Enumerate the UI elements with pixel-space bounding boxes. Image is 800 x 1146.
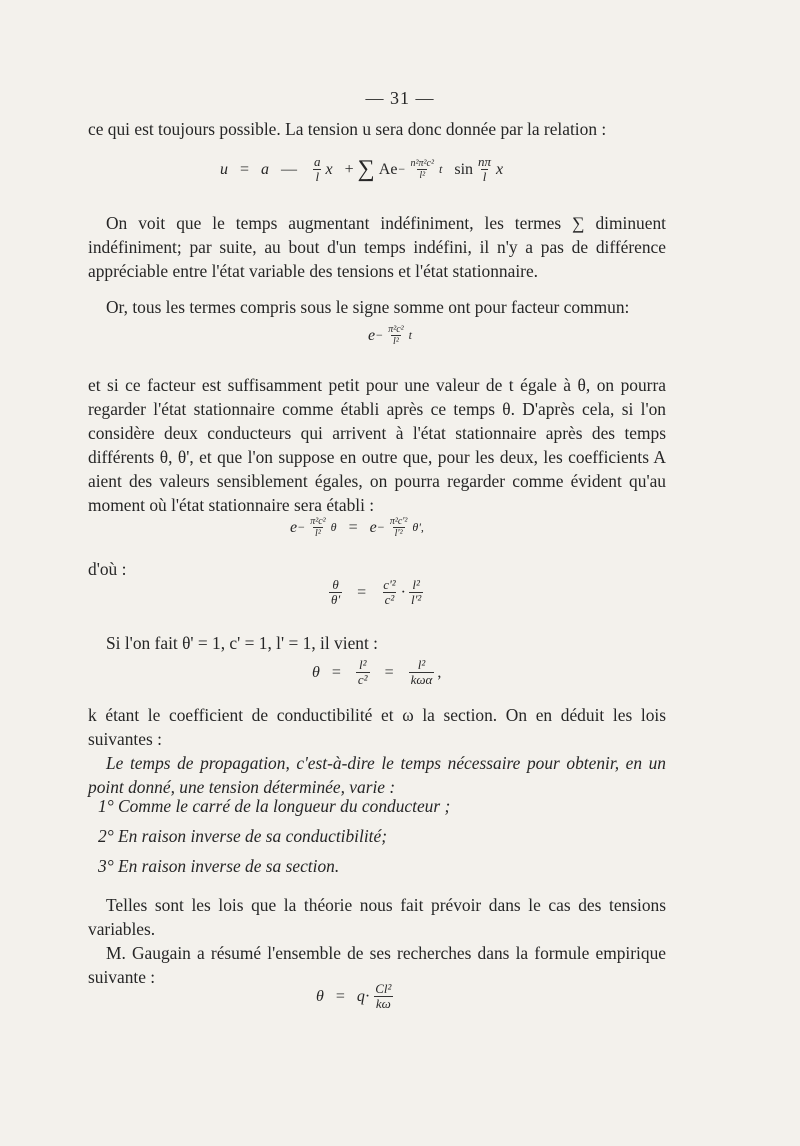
paragraph-5: d'où : bbox=[88, 559, 127, 580]
paragraph-6: Si l'on fait θ' = 1, c' = 1, l' = 1, il vient : bbox=[106, 633, 379, 654]
eq1-sin-x: x bbox=[496, 160, 504, 178]
eq2-exponent: − $\frac{\text{π²c²}}{\text{l²}}$ t bbox=[375, 324, 413, 347]
eq1-equals: = bbox=[240, 160, 250, 178]
eq1-frac: $\frac{a}{l}$ bbox=[314, 154, 321, 184]
eq1-Ae: Ae bbox=[378, 160, 398, 178]
eq1-a: a bbox=[261, 160, 270, 178]
law-item-2: 2° En raison inverse de sa conductibilité; bbox=[98, 826, 388, 846]
eq1-minus: — bbox=[281, 160, 298, 178]
eq1-exponent: − $\frac{\text{n²π²c²}}{\text{l²}}$ t bbox=[397, 158, 443, 181]
paragraph-2: On voit que le temps augmentant indéfiniment, les termes ∑ diminuent indéfiniment; par suite, au bout d'un temps indéfini, il n'y a pas de différence appréciable entre l'état variable des tensions et l'état stationnaire. bbox=[88, 213, 666, 282]
eq1-sin-frac: $\frac{n\pi}{l}$ bbox=[478, 154, 492, 184]
eq1-lhs: u bbox=[220, 160, 228, 178]
eq1-sigma: ∑ bbox=[357, 156, 375, 182]
equation-factor bbox=[368, 324, 412, 347]
eq2-e: e bbox=[368, 326, 376, 344]
eq1-plus: + bbox=[344, 160, 354, 178]
equation-equality: e − $\frac{\text{π²c²}}{\text{l²}}$ θ = e − $\frac{\text{π²c'²}}{\text{l'²}}$ θ', bbox=[290, 516, 424, 539]
eq1-x: x bbox=[325, 160, 333, 178]
equation-ratio: $\frac{\theta}{\theta'}$ = $\frac{\text{c'²}}{\text{c²}}$ · $\frac{\text{l²}}{\text{l'²}}$ bbox=[331, 577, 422, 607]
page-number: — 31 — bbox=[365, 88, 435, 108]
law-item-3: 3° En raison inverse de sa section. bbox=[98, 856, 340, 876]
paragraph-9: Telles sont les lois que la théorie nous fait prévoir dans le cas des tensions variables. bbox=[88, 895, 666, 940]
paragraph-7: k étant le coefficient de conductibilité et ω la section. On en déduit les lois suivantes : bbox=[88, 705, 666, 750]
equation-gaugain: θ = q · $\frac{\text{Cl²}}{k\omega}$ bbox=[316, 981, 392, 1011]
paragraph-8: Le temps de propagation, c'est-à-dire le temps nécessaire pour obtenir, en un point donné, une tension déterminée, varie : bbox=[88, 753, 666, 798]
equation-tension bbox=[220, 155, 503, 184]
paragraph-3: Or, tous les termes compris sous le signe somme ont pour facteur commun: bbox=[106, 297, 630, 318]
law-item-1: 1° Comme le carré de la longueur du conducteur ; bbox=[98, 796, 451, 816]
paragraph-4: et si ce facteur est suffisamment petit pour une valeur de t égale à θ, on pourra regarder l'état stationnaire comme établi après ce temps θ. D'après cela, si l'on considère deux conducteurs qui arrivent à l'état stationnaire après des temps différents θ, θ', et que l'on suppose en outre que, pour les deux, les coefficients A aient des valeurs sensiblement égales, on pourra regarder comme évident qu'au moment où l'état stationnaire sera établi : bbox=[88, 375, 666, 516]
paragraph-1: ce qui est toujours possible. La tension u sera donc donnée par la relation : bbox=[88, 119, 607, 140]
equation-theta: θ = $\frac{\text{l²}}{\text{c²}}$ = $\frac{\text{l²}}{\text{kωα}}$ , bbox=[312, 657, 442, 687]
eq1-sin: sin bbox=[454, 160, 474, 178]
paragraph-10: M. Gaugain a résumé l'ensemble de ses recherches dans la formule empirique suivante : bbox=[88, 943, 666, 988]
